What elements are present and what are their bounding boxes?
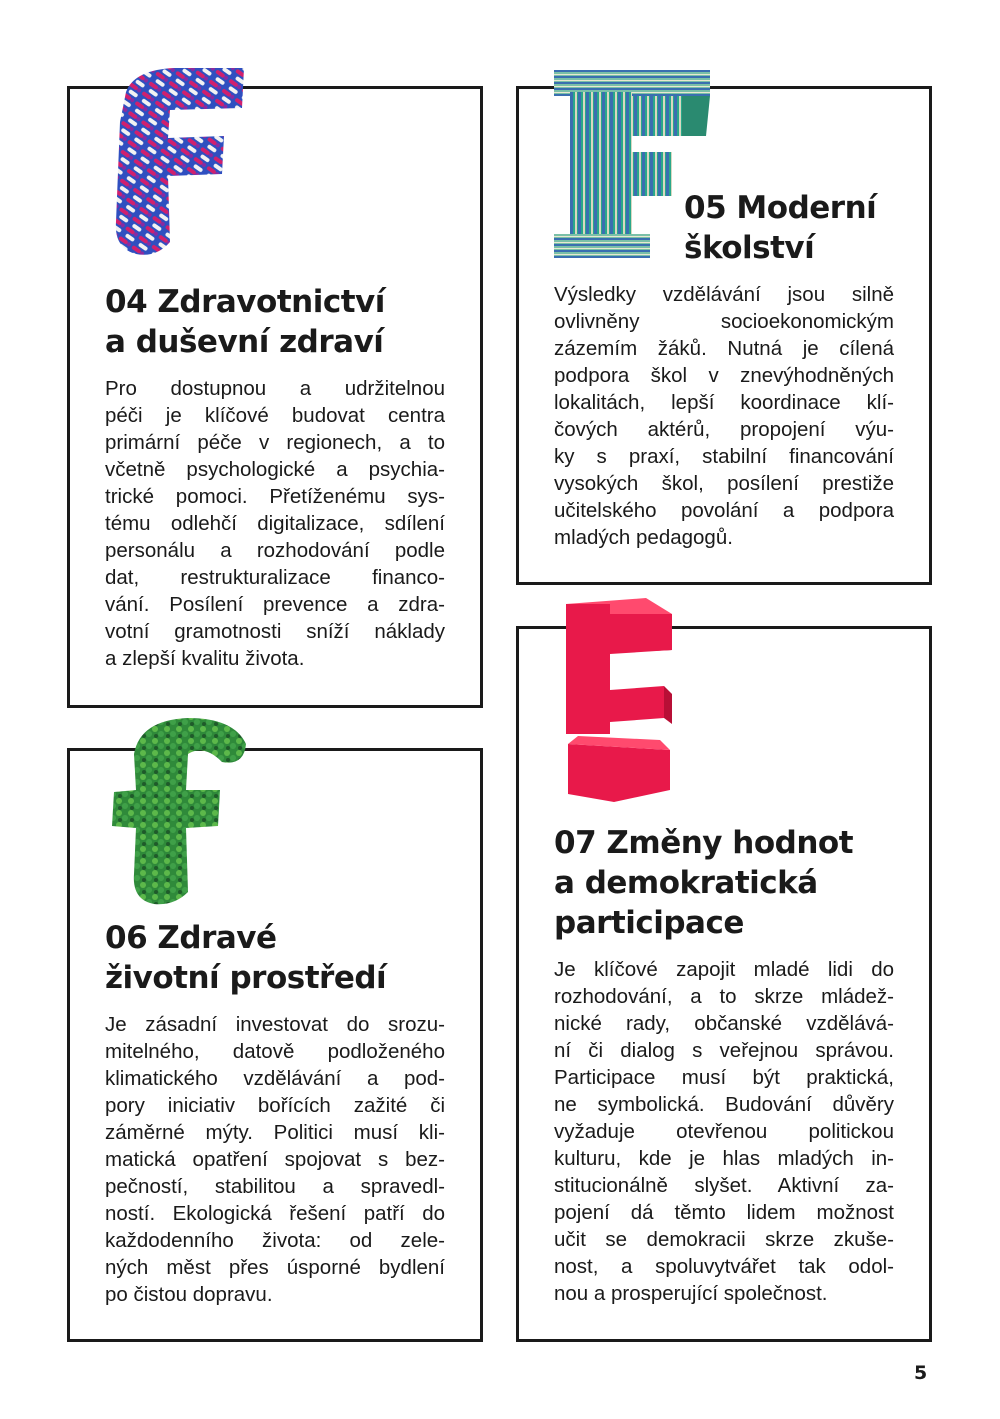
section-body-06: Je zásadní investovat do srozu- mitelného, datově podloženého klimatického vzdělávání a pod- pory iniciativ bořících zažité či záměrné mýty. Politici musí kli- matická opatření spojovat s bez- pečností, stabilitou a spravedl- ností. Ekologická řešení patří do každodenního života: od zele- ných měst přes úsporné bydlení po čistou dopravu. — [105, 1013, 445, 1306]
section-body-05: Výsledky vzdělávání jsou silně ovlivněny socioekonomickým zázemím žáků. Nutná je cílená podpora škol v znevýhodněných lokalitách, lepší koordinace klí- čových aktérů, propojení výu- ky s praxí, stabilní financování vysokých škol, posílení prestiže učitelského povolání a podpora mladých pedagogů. — [554, 283, 894, 549]
section-body-07: Je klíčové zapojit mladé lidi do rozhodování, a to skrze mládež- nické rady, občanské vzdělává- ní či dialog s veřejnou správou. Participace musí být praktická, ne symbolická. Budování důvěry vyžaduje otevřenou politickou kulturu, kde je hlas mladých in- stitucionálně slyšet. Aktivní za- pojení dá těmto lidem možnost učit se demokracii skrze zkuše- nost, a spoluvytvářet tak odol- nou a prosperující společnost. — [554, 958, 894, 1305]
section-title-04: 04 Zdravotnictví a duševní zdraví — [105, 284, 385, 360]
section-title-06: 06 Zdravé životní prostředí — [105, 920, 387, 996]
section-title-07: 07 Změny hodnot a demokratická participace — [554, 825, 854, 941]
section-title-05: 05 Moderní školství — [684, 190, 877, 266]
page-number: 5 — [914, 1362, 928, 1384]
pill-letter-f-icon — [104, 62, 249, 260]
section-body-04: Pro dostupnou a udržitelnou péči je klíčové budovat centra primární péče v regionech, a to včetně psychologické a psychia- trické pomoci. Přetíženému sys- tému odlehčí digitalizace, sdílení personálu a rozhodování podle dat, restrukturalizace financo- vání. Posílení prevence a zdra- votní gramotnosti sníží náklady a zlepší kvalitu života. — [105, 377, 445, 670]
foliage-letter-f-icon — [104, 714, 249, 908]
block-letter-f-icon — [560, 594, 680, 806]
